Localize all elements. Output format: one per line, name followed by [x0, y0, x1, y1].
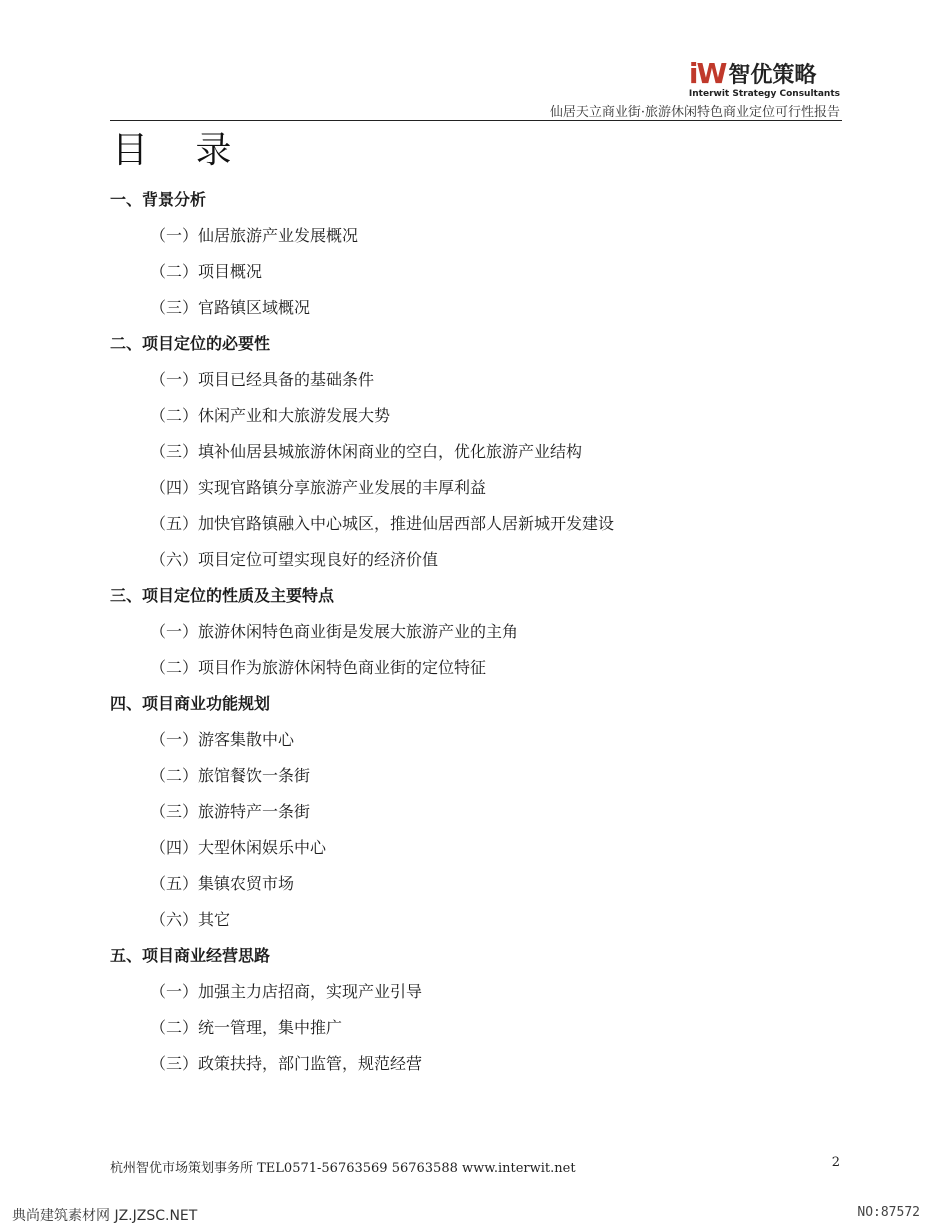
toc-subsection-item: （六）项目定位可望实现良好的经济价值 [150, 550, 439, 569]
toc-subsection-item: （二）统一管理，集中推广 [150, 1018, 343, 1037]
logo-chinese-name: 智优策略 [728, 63, 817, 88]
logo-english-name: Interwit Strategy Consultants [688, 89, 840, 99]
toc-subsection-item: （一）加强主力店招商，实现产业引导 [150, 982, 423, 1001]
toc-subsection-item: （二）项目概况 [150, 262, 263, 281]
toc-subsection-item: （二）旅馆餐饮一条街 [150, 766, 311, 785]
toc-subsection-item: （一）仙居旅游产业发展概况 [150, 226, 359, 245]
toc-subsection-item: （四）实现官路镇分享旅游产业发展的丰厚利益 [150, 478, 487, 497]
toc-subsection-item: （三）旅游特产一条街 [150, 802, 311, 821]
toc-section-heading: 二、项目定位的必要性 [110, 334, 271, 353]
table-of-contents [110, 182, 850, 1082]
toc-subsection-item: （四）大型休闲娱乐中心 [150, 838, 327, 857]
toc-subsection-item: （一）项目已经具备的基础条件 [150, 370, 375, 389]
toc-subsection-item: （三）官路镇区域概况 [150, 298, 311, 317]
footer-contact: 杭州智优市场策划事务所 TEL0571-56763569 56763588 www.interwit.net [110, 1161, 576, 1176]
toc-subsection-item: （二）休闲产业和大旅游发展大势 [150, 406, 391, 425]
toc-subsection-item: （五）集镇农贸市场 [150, 874, 295, 893]
header-divider [110, 120, 842, 121]
toc-subsection-item: （六）其它 [150, 910, 231, 929]
toc-section-heading: 三、项目定位的性质及主要特点 [110, 586, 335, 605]
toc-subsection-item: （一）旅游休闲特色商业街是发展大旅游产业的主角 [150, 622, 519, 641]
toc-section-heading: 五、项目商业经营思路 [110, 946, 271, 965]
toc-section-heading: 四、项目商业功能规划 [110, 694, 271, 713]
page-number: 2 [831, 1155, 840, 1170]
company-logo [688, 57, 840, 99]
document-subtitle: 仙居天立商业街·旅游休闲特色商业定位可行性报告 [549, 105, 840, 120]
page-title: 目 录 [112, 130, 250, 171]
toc-subsection-item: （三）填补仙居县城旅游休闲商业的空白，优化旅游产业结构 [150, 442, 583, 461]
logo-mark: iW [688, 57, 726, 90]
toc-subsection-item: （三）政策扶持，部门监管，规范经营 [150, 1054, 423, 1073]
toc-subsection-item: （一）游客集散中心 [150, 730, 295, 749]
toc-subsection-item: （五）加快官路镇融入中心城区，推进仙居西部人居新城开发建设 [150, 514, 615, 533]
watermark-site: 典尚建筑素材网 JZ.JZSC.NET [12, 1208, 198, 1224]
watermark-number: NO:87572 [857, 1205, 920, 1220]
toc-subsection-item: （二）项目作为旅游休闲特色商业街的定位特征 [150, 658, 487, 677]
toc-section-heading: 一、背景分析 [110, 190, 207, 209]
